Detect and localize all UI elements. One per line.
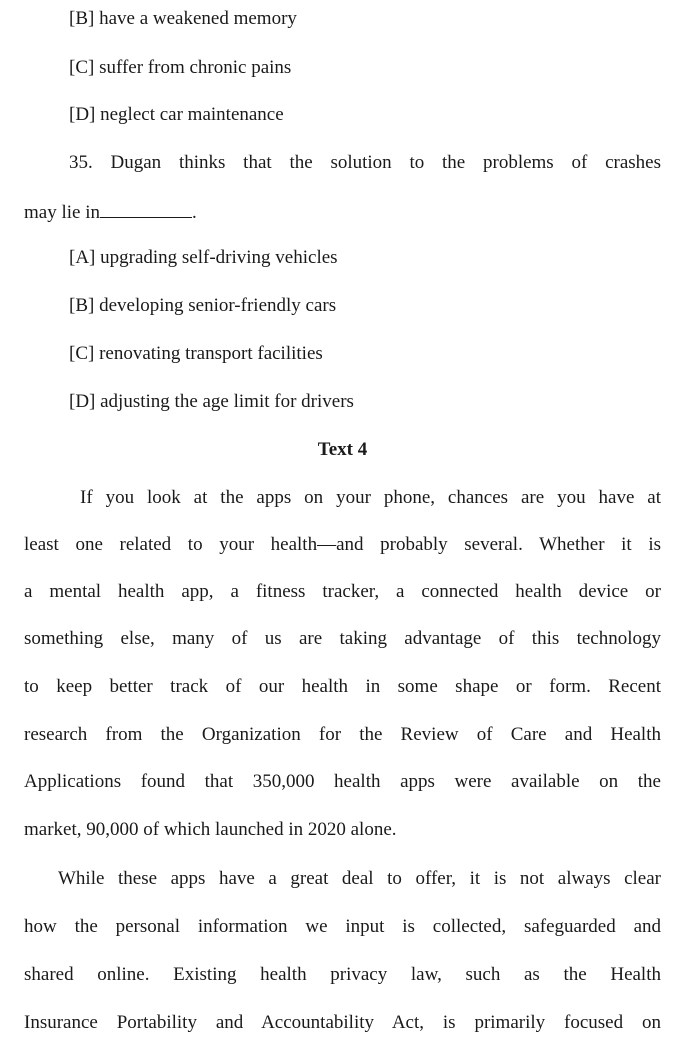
q35-option-b: [B] developing senior-friendly cars [69, 295, 337, 316]
paragraph1-line: something else, many of us are taking advantage of this technology [24, 628, 661, 649]
q34-option-c: [C] suffer from chronic pains [69, 57, 292, 78]
q34-option-d: [D] neglect car maintenance [69, 104, 284, 125]
paragraph2-line: While these apps have a great deal to offer, it is not always clear [58, 868, 661, 889]
answer-blank [100, 200, 192, 218]
paragraph2-line: shared online. Existing health privacy law, such as the Health [24, 964, 661, 985]
q35-stem-line1: 35. Dugan thinks that the solution to the problems of crashes [69, 152, 661, 173]
section-heading-text4: Text 4 [317, 439, 368, 460]
q35-stem-line2-start: may lie in [24, 202, 100, 223]
paragraph1-line: If you look at the apps on your phone, chances are you have at [80, 487, 661, 508]
q35-option-c: [C] renovating transport facilities [69, 343, 323, 364]
q35-stem-line2 [24, 200, 197, 224]
paragraph1-line: least one related to your health—and probably several. Whether it is [24, 534, 661, 555]
paragraph1-line-last: market, 90,000 of which launched in 2020 alone. [24, 819, 397, 840]
paragraph2-line: how the personal information we input is collected, safeguarded and [24, 916, 661, 937]
q35-option-a: [A] upgrading self-driving vehicles [69, 247, 338, 268]
paragraph1-line: to keep better track of our health in some shape or form. Recent [24, 676, 661, 697]
q35-stem-line2-end: . [191, 202, 197, 223]
paragraph1-line: research from the Organization for the Review of Care and Health [24, 724, 661, 745]
paragraph1-line: a mental health app, a fitness tracker, a connected health device or [24, 581, 661, 602]
paragraph2-line: Insurance Portability and Accountability Act, is primarily focused on [24, 1012, 661, 1033]
paragraph1-line: Applications found that 350,000 health apps were available on the [24, 771, 661, 792]
q34-option-b: [B] have a weakened memory [69, 8, 297, 29]
q35-option-d: [D] adjusting the age limit for drivers [69, 391, 354, 412]
